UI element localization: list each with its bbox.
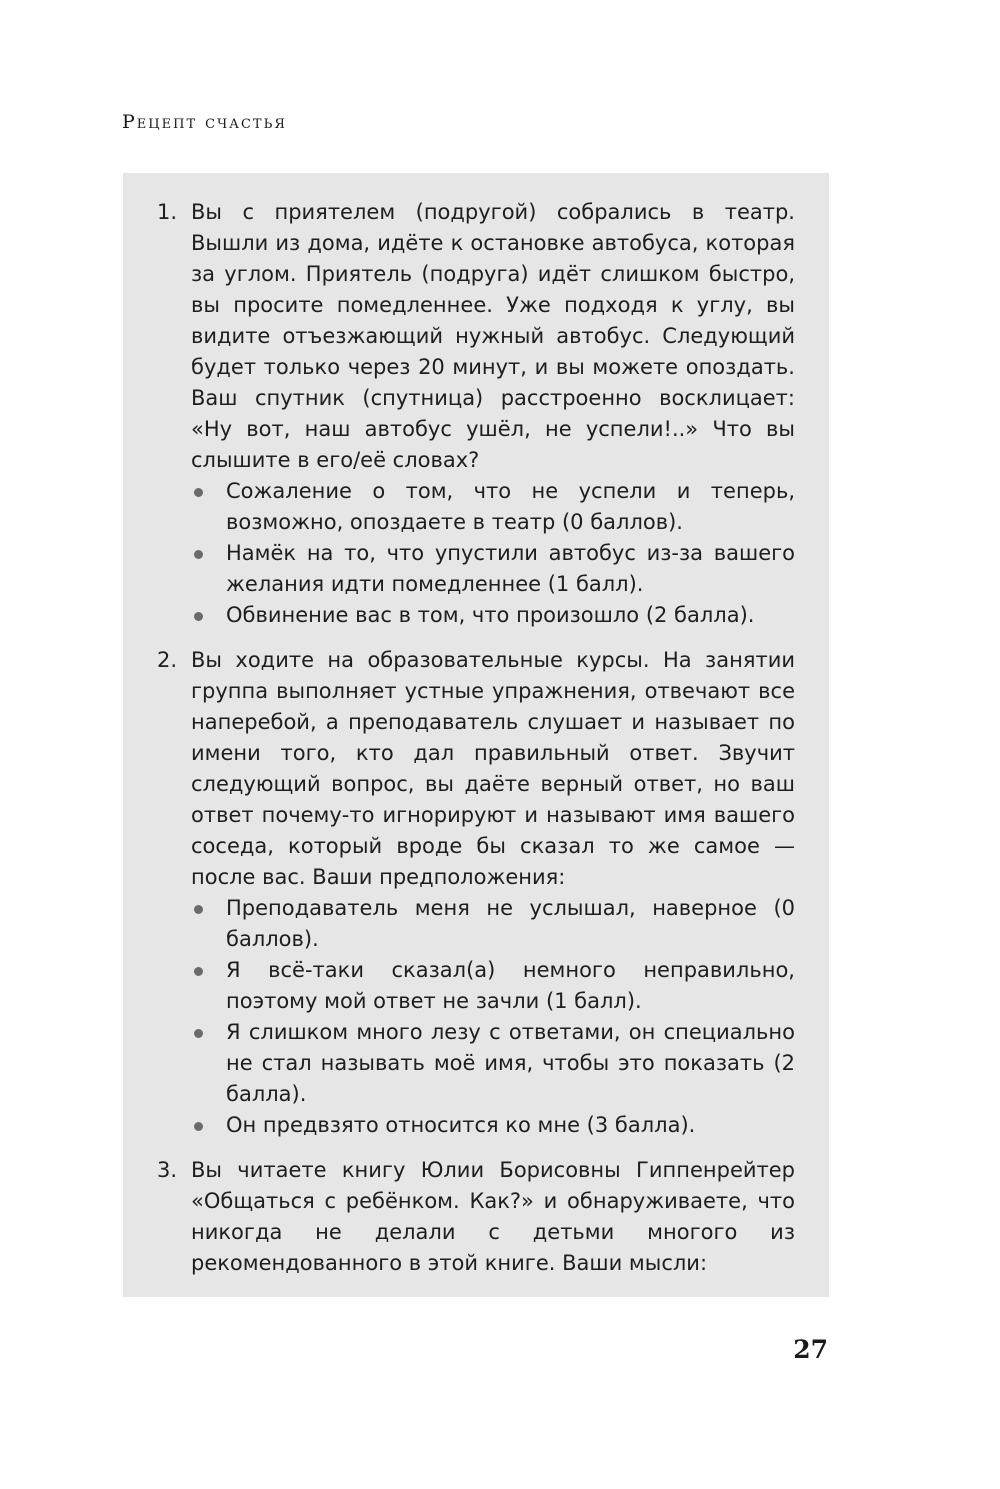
question-number: 1. — [157, 200, 178, 224]
question-number: 3. — [157, 1158, 178, 1182]
answer-text: Я всё-таки сказал(а) немного неправильно, поэтому мой ответ не зачли (1 балл). — [226, 958, 795, 1013]
answer-text: Обвинение вас в том, что произошло (2 балла). — [226, 603, 755, 627]
answer-option — [191, 476, 795, 538]
answer-option — [191, 1017, 795, 1110]
question-number: 2. — [157, 648, 178, 672]
running-header: Рецепт счастья — [122, 111, 287, 133]
bullet-icon — [194, 488, 203, 497]
answer-text: Преподаватель меня не услышал, наверное (0 баллов). — [226, 896, 795, 951]
answer-option — [191, 538, 795, 600]
bullet-icon — [194, 905, 203, 914]
question-list — [157, 197, 795, 1293]
quiz-box — [123, 173, 829, 1297]
answer-option — [191, 955, 795, 1017]
answer-list — [191, 476, 795, 631]
answer-option — [191, 1110, 795, 1141]
question-text: Вы ходите на образовательные курсы. На занятии группа выполняет устные упражнения, отвечают все наперебой, а преподаватель слушает и называет по имени того, кто дал правильный ответ. Звучит следующий вопрос, вы даёте верный ответ, но ваш ответ почему-то игнорируют и называют имя вашего соседа, который вроде бы сказал то же самое — после вас. Ваши предположения: — [191, 648, 795, 889]
bullet-icon — [194, 1029, 203, 1038]
answer-text: Он предвзято относится ко мне (3 балла). — [226, 1113, 696, 1137]
question-text: Вы с приятелем (подругой) собрались в театр. Вышли из дома, идёте к остановке автобуса, которая за углом. Приятель (подруга) идёт слишком быстро, вы просите помедленнее. Уже подходя к углу, вы видите отъезжающий нужный автобус. Следующий будет только через 20 минут, и вы можете опоздать. Ваш спутник (спутница) расстроенно восклицает: «Ну вот, наш автобус ушёл, не успели!..» Что вы слышите в его/её словах? — [191, 200, 795, 472]
question-1 — [157, 197, 795, 631]
answer-option — [191, 893, 795, 955]
answer-text: Намёк на то, что упустили автобус из-за вашего желания идти помедленнее (1 балл). — [226, 541, 795, 596]
page-number: 27 — [793, 1335, 828, 1364]
bullet-icon — [194, 550, 203, 559]
bullet-icon — [194, 1122, 203, 1131]
bullet-icon — [194, 612, 203, 621]
answer-text: Сожаление о том, что не успели и теперь, возможно, опоздаете в театр (0 баллов). — [226, 479, 795, 534]
question-2 — [157, 645, 795, 1141]
answer-option — [191, 600, 795, 631]
question-text: Вы читаете книгу Юлии Борисовны Гиппенрейтер «Общаться с ребёнком. Как?» и обнаруживаете, что никогда не делали с детьми многого из рекомендованного в этой книге. Ваши мысли: — [191, 1158, 795, 1275]
question-3 — [157, 1155, 795, 1279]
answer-text: Я слишком много лезу с ответами, он специально не стал называть моё имя, чтобы это показать (2 балла). — [226, 1020, 795, 1106]
bullet-icon — [194, 967, 203, 976]
answer-list — [191, 893, 795, 1141]
